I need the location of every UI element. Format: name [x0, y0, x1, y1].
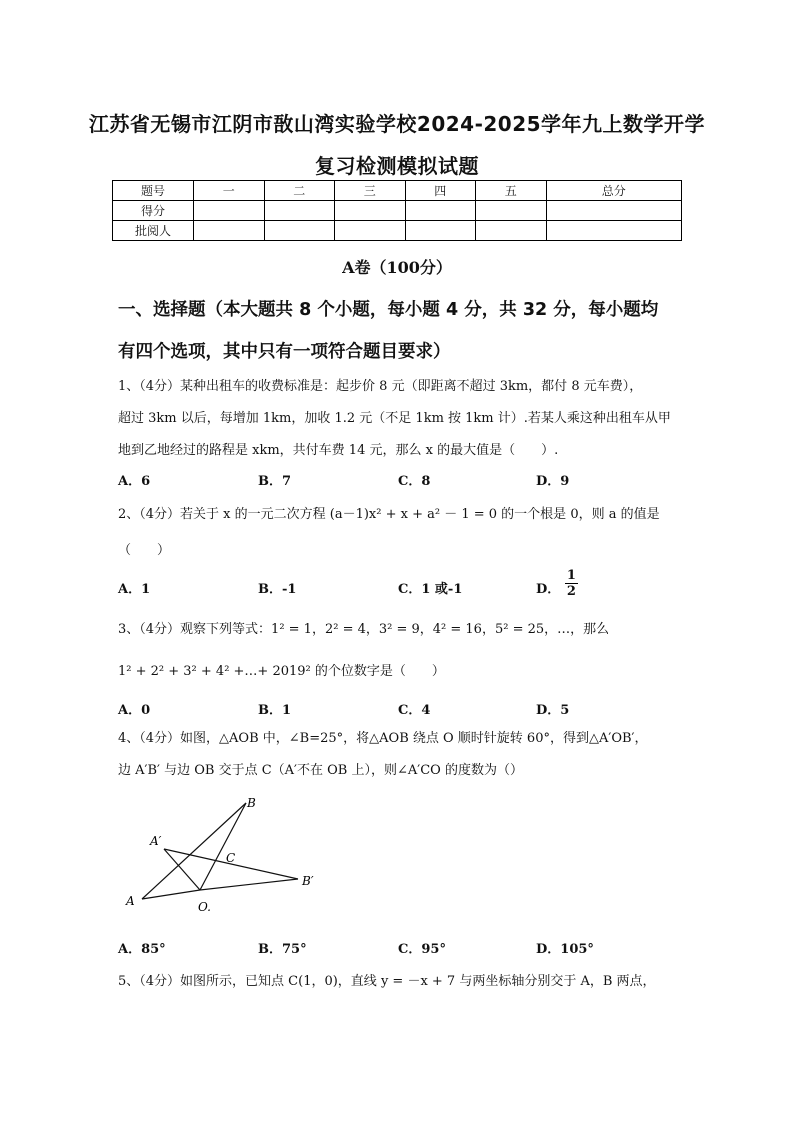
question-line: 1、（4分）某种出租车的收费标准是：起步价 8 元（即距离不超过 3km，都付 8 元车费），: [118, 379, 643, 394]
table-cell: 题号: [113, 181, 194, 201]
table-cell[interactable]: [476, 221, 547, 241]
option-c[interactable]: C．1 或-1: [398, 582, 463, 597]
question-1: [118, 371, 680, 467]
question-4: [118, 723, 680, 787]
question-line: 2、（4分）若关于 x 的一元二次方程 (a－1)x² + x + a² － 1 = 0 的一个根是 0，则 a 的值是: [118, 507, 660, 522]
table-cell[interactable]: [405, 201, 476, 221]
question-line: 1² + 2² + 3² + 4² +…+ 2019² 的个位数字是（ ）: [118, 664, 445, 679]
option-d[interactable]: D．9: [536, 474, 570, 489]
section-a-heading: A卷（100分）: [342, 258, 452, 277]
option-c[interactable]: C．95°: [398, 942, 446, 957]
question-line: 地到乙地经过的路程是 xkm，共付车费 14 元，那么 x 的最大值是（ ）.: [118, 443, 559, 458]
table-cell[interactable]: [264, 221, 335, 241]
question-3: [118, 614, 680, 688]
score-table-header-row: [113, 181, 682, 201]
title-line-1: 江苏省无锡市江阴市敔山湾实验学校2024-2025学年九上数学开学: [88, 112, 706, 136]
option-d-label: D．: [536, 582, 561, 597]
score-table-row: [113, 201, 682, 221]
fraction-numerator: 1: [566, 568, 576, 583]
section-1-title-line-2: 有四个选项，其中只有一项符合题目要求）: [118, 342, 451, 362]
option-c[interactable]: C．8: [398, 474, 431, 489]
option-a[interactable]: A．0: [118, 703, 151, 718]
option-b[interactable]: B．1: [258, 703, 292, 718]
table-cell[interactable]: [546, 221, 682, 241]
table-cell: 四: [405, 181, 476, 201]
table-cell[interactable]: [194, 201, 265, 221]
fraction-denominator: 2: [566, 584, 576, 599]
segment-o-b-prime: [200, 879, 298, 890]
option-b[interactable]: B．75°: [258, 942, 307, 957]
table-cell[interactable]: [405, 221, 476, 241]
question-line: 5、（4分）如图所示，已知点 C(1，0)，直线 y = －x + 7 与两坐标轴分别交于 A，B 两点，: [118, 974, 656, 989]
table-cell: 得分: [113, 201, 194, 221]
label-a: A: [126, 894, 135, 908]
question-line: 3、（4分）观察下列等式：1² = 1，2² = 4，3² = 9，4² = 16，5² = 25，…，那么: [118, 622, 610, 637]
label-b: B: [247, 796, 256, 810]
title-line-2: 复习检测模拟试题: [315, 154, 479, 178]
table-cell: 三: [335, 181, 406, 201]
option-a[interactable]: A．6: [118, 474, 151, 489]
table-cell[interactable]: [264, 201, 335, 221]
table-cell: 二: [264, 181, 335, 201]
segment-ob: [200, 803, 246, 890]
table-cell: 总分: [546, 181, 682, 201]
table-cell[interactable]: [335, 201, 406, 221]
score-table-row: [113, 221, 682, 241]
option-b[interactable]: B．-1: [258, 582, 297, 597]
question-line: 超过 3km 以后，每增加 1km，加收 1.2 元（不足 1km 按 1km 计）.若某人乘这种出租车从甲: [118, 411, 671, 426]
question-2: [118, 499, 680, 567]
option-d[interactable]: D．5: [536, 703, 570, 718]
table-cell[interactable]: [546, 201, 682, 221]
table-cell[interactable]: [194, 221, 265, 241]
table-cell[interactable]: [476, 201, 547, 221]
table-cell: 五: [476, 181, 547, 201]
option-a[interactable]: A．1: [118, 582, 151, 597]
section-1-title-line-1: 一、选择题（本大题共 8 个小题，每小题 4 分，共 32 分，每小题均: [118, 300, 659, 320]
triangle-rotation-figure: [118, 795, 338, 920]
label-b-prime: B′: [302, 874, 314, 888]
question-line: 4、（4分）如图，△AOB 中，∠B=25°，将△AOB 绕点 O 顺时针旋转 60°，得到△A′OB′，: [118, 731, 648, 746]
table-cell[interactable]: [335, 221, 406, 241]
option-c[interactable]: C．4: [398, 703, 431, 718]
option-d[interactable]: D．105°: [536, 942, 594, 957]
label-c: C: [226, 851, 236, 865]
table-cell: 批阅人: [113, 221, 194, 241]
label-o: O.: [198, 900, 211, 914]
question-line: （ ）: [118, 543, 171, 558]
option-d[interactable]: [536, 568, 578, 599]
option-a[interactable]: A．85°: [118, 942, 166, 957]
segment-a-prime-o: [164, 849, 200, 890]
question-5: [118, 966, 680, 998]
label-a-prime: A′: [150, 834, 162, 848]
score-table: [112, 180, 682, 241]
option-b[interactable]: B．7: [258, 474, 292, 489]
table-cell: 一: [194, 181, 265, 201]
question-line: 边 A′B′ 与边 OB 交于点 C（A′不在 OB 上），则∠A′CO 的度数为（）: [118, 763, 523, 778]
fraction: [565, 568, 578, 599]
